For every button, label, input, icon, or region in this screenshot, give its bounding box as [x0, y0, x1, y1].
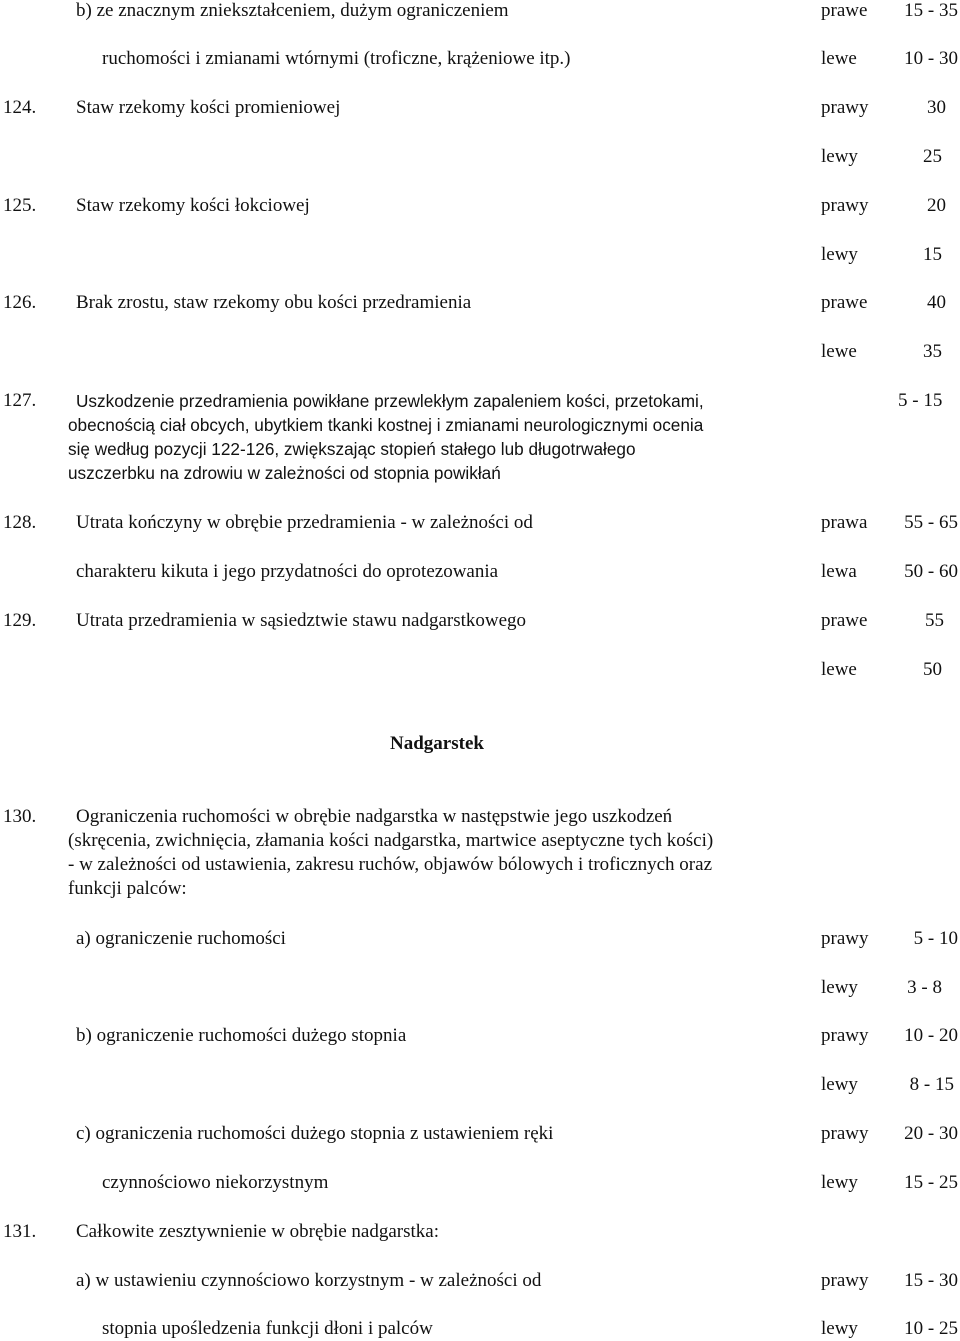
item-129-description: Utrata przedramienia w sąsiedztwie stawu nadgarstkowego	[76, 610, 527, 631]
item-127-description	[68, 389, 798, 485]
item-130c-side-left: lewy	[821, 1172, 858, 1193]
item-131a-value-left: 10 - 25	[904, 1318, 958, 1339]
item-130c-side-right: prawy	[821, 1123, 869, 1144]
item-125-value-right: 20	[927, 195, 946, 216]
item-130-description-line: (skręcenia, zwichnięcia, złamania kości nadgarstka, martwice aseptyczne tych kości)	[68, 830, 714, 851]
item-123b-side-left: lewe	[821, 48, 857, 69]
item-130-description-line: - w zależności od ustawienia, zakresu ruchów, objawów bólowych i troficznych oraz	[68, 854, 713, 875]
item-126-side-right: prawe	[821, 292, 868, 313]
item-123b-description-line2: ruchomości i zmianami wtórnymi (troficzne, krążeniowe itp.)	[102, 48, 571, 69]
item-126-description: Brak zrostu, staw rzekomy obu kości przedramienia	[76, 292, 472, 313]
item-125-side-right: prawy	[821, 195, 869, 216]
item-130a-value-right: 5 - 10	[913, 928, 958, 949]
item-125-side-left: lewy	[821, 244, 858, 265]
item-128-number: 128.	[3, 512, 37, 533]
item-131a-value-right: 15 - 30	[904, 1270, 958, 1291]
item-130a-value-left: 3 - 8	[907, 977, 942, 998]
item-127-description-line: uszczerbku na zdrowiu w zależności od stopnia powikłań	[68, 463, 501, 483]
item-127-description-line: obecnością ciał obcych, ubytkiem tkanki kostnej i zmianami neurologicznymi ocenia	[68, 415, 704, 435]
item-130a-description: a) ograniczenie ruchomości	[76, 928, 286, 949]
item-128-side-left: lewa	[821, 561, 857, 582]
item-123b-value-right: 15 - 35	[904, 0, 958, 21]
item-129-side-right: prawe	[821, 610, 868, 631]
item-129-number: 129.	[3, 610, 37, 631]
item-124-number: 124.	[3, 97, 37, 118]
item-126-number: 126.	[3, 292, 37, 313]
item-129-value-right: 55	[925, 610, 944, 631]
section-heading: Nadgarstek	[390, 733, 484, 754]
item-130c-value-right: 20 - 30	[904, 1123, 958, 1144]
item-128-value-left: 50 - 60	[904, 561, 958, 582]
item-127-number: 127.	[3, 390, 37, 411]
item-128-value-right: 55 - 65	[904, 512, 958, 533]
item-125-value-left: 15	[923, 244, 942, 265]
item-130b-value-left: 8 - 15	[909, 1074, 954, 1095]
item-125-number: 125.	[3, 195, 37, 216]
item-130-number: 130.	[3, 806, 37, 827]
item-130b-description: b) ograniczenie ruchomości dużego stopnia	[76, 1025, 407, 1046]
item-126-value-right: 40	[927, 292, 946, 313]
item-131a-side-left: lewy	[821, 1318, 858, 1339]
item-127-description-line: Uszkodzenie przedramienia powikłane przewlekłym zapaleniem kości, przetokami,	[76, 391, 704, 411]
item-129-value-left: 50	[923, 659, 942, 680]
item-130b-side-right: prawy	[821, 1025, 869, 1046]
item-128-description-line2: charakteru kikuta i jego przydatności do oprotezowania	[76, 561, 499, 582]
item-130c-description-line2: czynnościowo niekorzystnym	[102, 1172, 329, 1193]
item-128-side-right: prawa	[821, 512, 868, 533]
item-126-side-left: lewe	[821, 341, 857, 362]
item-126-value-left: 35	[923, 341, 942, 362]
item-131a-description-line2: stopnia upośledzenia funkcji dłoni i palców	[102, 1318, 433, 1339]
item-123b-description-line1: b) ze znacznym zniekształceniem, dużym ograniczeniem	[76, 0, 509, 21]
item-130-description-line: funkcji palców:	[68, 878, 187, 899]
item-130-description	[68, 805, 798, 901]
item-131-description: Całkowite zesztywnienie w obrębie nadgarstka:	[76, 1221, 439, 1242]
item-124-side-left: lewy	[821, 146, 858, 167]
item-125-description: Staw rzekomy kości łokciowej	[76, 195, 310, 216]
item-124-description: Staw rzekomy kości promieniowej	[76, 97, 341, 118]
item-127-description-line: się według pozycji 122-126, zwiększając stopień stałego lub długotrwałego	[68, 439, 636, 459]
item-127-value: 5 - 15	[898, 390, 943, 411]
item-131a-description-line1: a) w ustawieniu czynnościowo korzystnym - w zależności od	[76, 1270, 542, 1291]
item-130c-description-line1: c) ograniczenia ruchomości dużego stopnia z ustawieniem ręki	[76, 1123, 554, 1144]
item-130b-value-right: 10 - 20	[904, 1025, 958, 1046]
item-130a-side-right: prawy	[821, 928, 869, 949]
item-124-value-left: 25	[923, 146, 942, 167]
item-130c-value-left: 15 - 25	[904, 1172, 958, 1193]
item-130b-side-left: lewy	[821, 1074, 858, 1095]
item-131-number: 131.	[3, 1221, 37, 1242]
item-123b-value-left: 10 - 30	[904, 48, 958, 69]
item-130a-side-left: lewy	[821, 977, 858, 998]
item-131a-side-right: prawy	[821, 1270, 869, 1291]
item-124-side-right: prawy	[821, 97, 869, 118]
item-123b-side-right: prawe	[821, 0, 868, 21]
item-130-description-line: Ograniczenia ruchomości w obrębie nadgarstka w następstwie jego uszkodzeń	[76, 806, 673, 827]
item-124-value-right: 30	[927, 97, 946, 118]
item-129-side-left: lewe	[821, 659, 857, 680]
item-128-description-line1: Utrata kończyny w obrębie przedramienia - w zależności od	[76, 512, 533, 533]
